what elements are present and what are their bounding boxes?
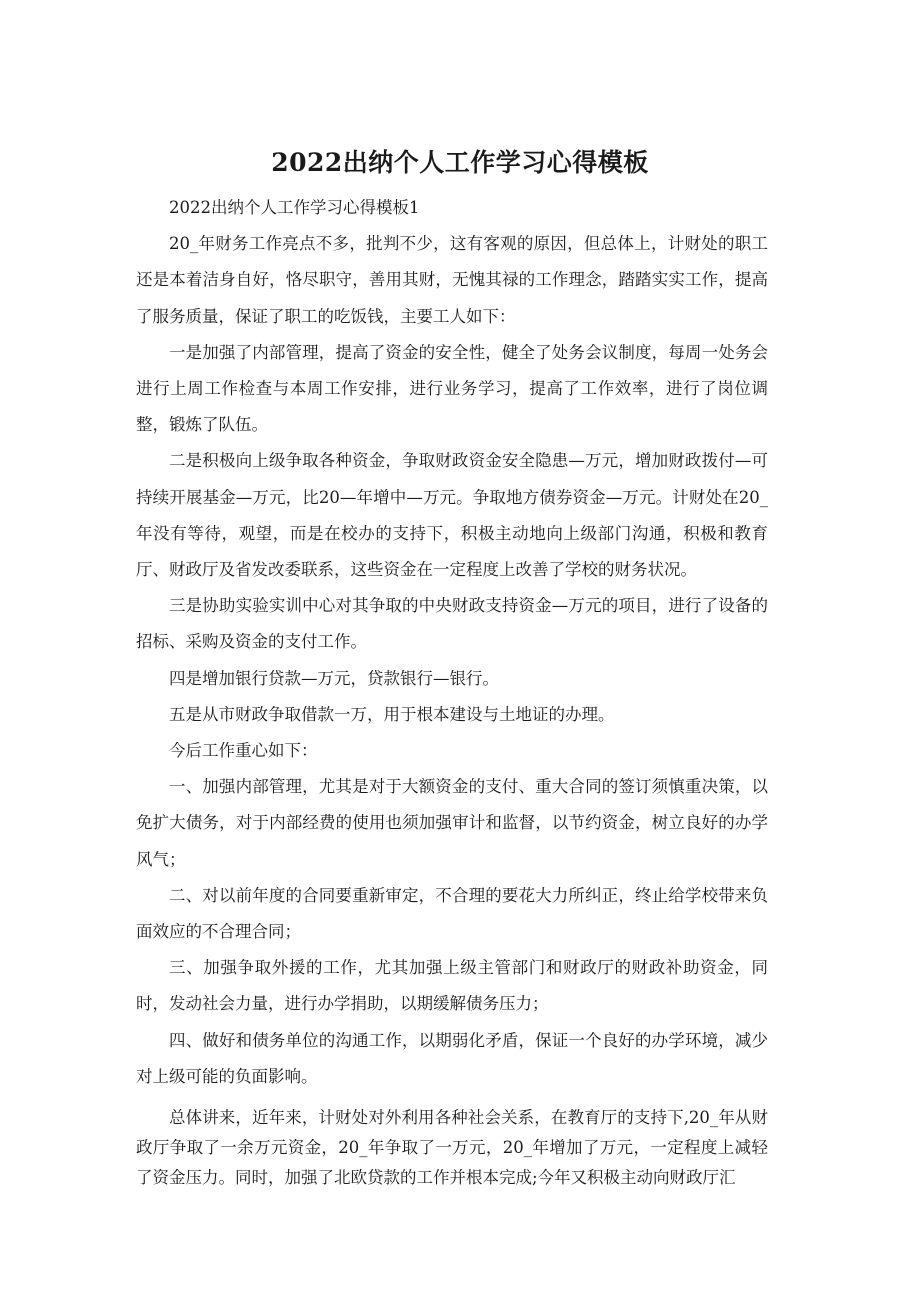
document-subtitle: 2022出纳个人工作学习心得模板1: [169, 198, 420, 217]
paragraph-future-1: 一、加强内部管理，尤其是对于大额资金的支付、重大合同的签订须慎重决策，以免扩大债务，对于内部经费的使用也须加强审计和监督，以节约资金，树立良好的办学风气；: [136, 777, 768, 869]
paragraph-point-3: 三是协助实验实训中心对其争取的中央财政支持资金—万元的项目，进行了设备的招标、采购及资金的支付工作。: [136, 596, 768, 652]
paragraph-point-5: 五是从市财政争取借款一万，用于根本建设与土地证的办理。: [169, 704, 615, 724]
document-body: [136, 190, 768, 1193]
document-title: 2022出纳个人工作学习心得模板: [271, 148, 649, 177]
paragraph-future-heading: 今后工作重心如下：: [169, 741, 318, 761]
paragraph-intro: 20_年财务工作亮点不多，批判不少，这有客观的原因，但总体上，计财处的职工还是本着洁身自好，恪尽职守，善用其财，无愧其禄的工作理念，踏踏实实工作，提高了服务质量，保证了职工的吃饭钱，主要工人如下：: [136, 234, 768, 326]
paragraph-future-4: 四、做好和债务单位的沟通工作，以期弱化矛盾，保证一个良好的办学环境，减少对上级可能的负面影响。: [136, 1030, 768, 1086]
paragraph-future-3: 三、加强争取外援的工作，尤其加强上级主管部门和财政厅的财政补助资金，同时，发动社会力量，进行办学捐助，以期缓解债务压力；: [136, 958, 768, 1014]
paragraph-point-4: 四是增加银行贷款—万元，贷款银行—银行。: [169, 668, 499, 688]
paragraph-point-1: 一是加强了内部管理，提高了资金的安全性，健全了处务会议制度，每周一处务会进行上周工作检查与本周工作安排，进行业务学习，提高了工作效率，进行了岗位调整，锻炼了队伍。: [136, 342, 768, 435]
paragraph-future-2: 二、对以前年度的合同要重新审定，不合理的要花大力所纠正，终止给学校带来负面效应的不合理合同；: [136, 885, 768, 942]
paragraph-summary: 总体讲来，近年来，计财处对外利用各种社会关系，在教育厅的支持下,20_年从财政厅争取了一余万元资金，20_年争取了一万元，20_年增加了万元，一定程度上减轻了资金压力。同时，加强了北欧贷款的工作并根本完成;今年又积极主动向财政厅汇: [136, 1108, 768, 1188]
paragraph-point-2: 二是积极向上级争取各种资金，争取财政资金安全隐患—万元，增加财政拨付—可持续开展基金—万元，比20—年增中—万元。争取地方债券资金—万元。计财处在20_年没有等待，观望，而是在校办的支持下，积极主动地向上级部门沟通，积极和教育厅、财政厅及省发改委联系，这些资金在一定程度上改善了学校的财务状况。: [136, 451, 768, 580]
